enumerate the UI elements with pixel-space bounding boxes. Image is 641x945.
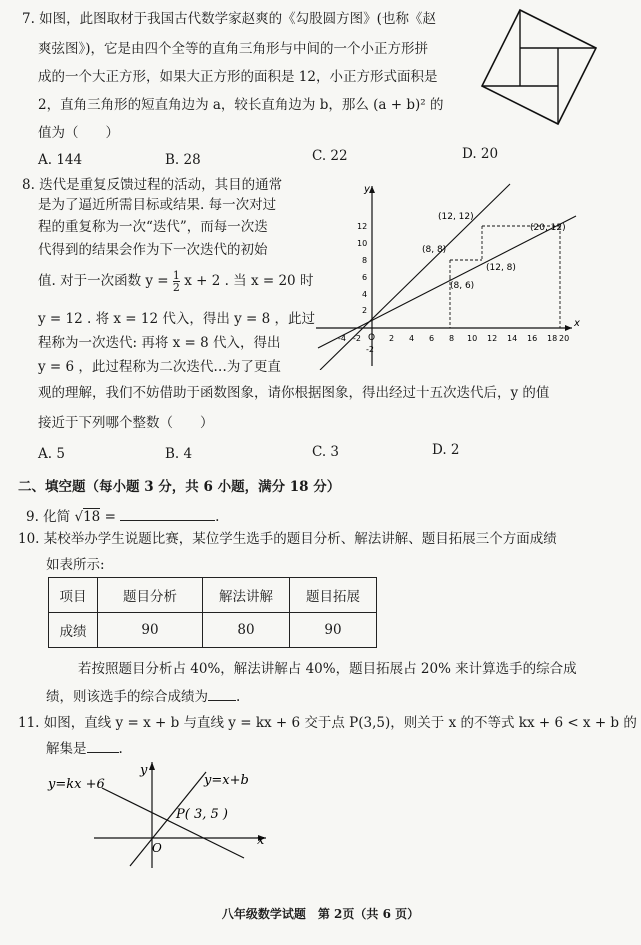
q9-line: 9. 化简 √18 = . (26, 509, 220, 525)
q11-line-2: 解集是 . (46, 741, 123, 757)
q8-xtick: 16 (527, 334, 538, 343)
q11-line-2-label: y=x+b (204, 773, 249, 788)
q8-iteration-path (450, 226, 560, 328)
q9-answer-blank[interactable] (120, 520, 215, 521)
table-row (49, 578, 377, 613)
q11-line-2-text: 解集是 (46, 741, 87, 757)
q10-line-4-text: 绩，则该选手的综合成绩为 (46, 689, 208, 705)
q8-line-6: y = 12 . 将 x = 12 代入，得出 y = 8 ，此过 (38, 311, 316, 327)
q8-line-5 (38, 270, 313, 293)
q8-point-label: (8, 6) (450, 281, 475, 291)
sqrt-icon: √ (74, 509, 84, 525)
q8-xtick: 6 (429, 334, 435, 343)
q8-line-1: 8. 迭代是重复反馈过程的活动，其目的通常 (22, 177, 283, 193)
q8-option-a: A. 5 (38, 446, 65, 462)
q11-graph (44, 758, 274, 870)
q7-option-d: D. 20 (462, 146, 499, 162)
q10-line-4: 绩，则该选手的综合成绩为 . (46, 689, 241, 705)
table-cell: 成绩 (49, 613, 98, 648)
q11-line-kx-plus-6 (102, 788, 244, 858)
q8-ytick: -2 (366, 345, 374, 354)
q8-line-4: 代得到的结果会作为下一次迭代的初始 (38, 242, 268, 258)
q8-x-arrow-icon (565, 325, 572, 331)
q8-ytick: 6 (362, 273, 368, 282)
q8-xtick: 14 (507, 334, 518, 343)
q11-x-label: x (257, 833, 265, 848)
q8-xtick: 12 (487, 334, 498, 343)
q8-ytick: 4 (362, 290, 368, 299)
table-header-cell: 解法讲解 (203, 578, 290, 613)
q11-y-arrow-icon (149, 762, 155, 770)
q8-xtick: 2 (389, 334, 395, 343)
q9-radicand: 18 (83, 509, 101, 525)
table-header-cell: 项目 (49, 578, 98, 613)
q8-iteration-graph (310, 180, 580, 370)
q10-answer-blank[interactable] (208, 700, 236, 701)
q11-answer-blank[interactable] (87, 752, 119, 753)
q7-option-a: A. 144 (38, 152, 83, 168)
q7-line-1: 7. 如图，此图取材于我国古代数学家赵爽的《勾股圆方图》(也称《赵 (22, 11, 436, 27)
q8-line-3: 程的重复称为一次“迭代”，而每一次迭 (38, 219, 268, 235)
q8-xtick: -2 (353, 334, 361, 343)
q8-line-8: y = 6 ，此过程称为二次迭代…为了更直 (38, 359, 281, 375)
q8-point-label: (8, 8) (422, 245, 447, 255)
q8-option-b: B. 4 (165, 446, 193, 462)
q8-origin-label: O (368, 333, 376, 343)
table-cell: 90 (290, 613, 377, 648)
q8-xtick: 20 (559, 334, 570, 343)
q8-fraction-den: 2 (172, 281, 180, 294)
q9-text-b: = (104, 509, 116, 525)
q8-option-c: C. 3 (312, 444, 340, 460)
q8-line-9: 观的理解，我们不妨借助于函数图象，请你根据图象，得出经过十五次迭代后，y 的值 (38, 385, 550, 401)
q8-fraction-num: 1 (172, 269, 180, 282)
section-2-title: 二、填空题（每小题 3 分，共 6 小题，满分 18 分） (18, 479, 341, 495)
q7-line-2: 爽弦图》)，它是由四个全等的直角三角形与中间的一个小正方形拼 (38, 41, 429, 57)
q9-text-a: 9. 化简 (26, 509, 71, 525)
q8-line-5-b: x + 2 . 当 x = 20 时 (184, 273, 314, 289)
q8-fraction (173, 270, 180, 293)
q8-point-label: (12, 8) (486, 263, 516, 273)
q7-line-5: 值为（ ） (38, 125, 119, 141)
q8-xtick: 18 (547, 334, 558, 343)
zhao-shuang-diagram (478, 6, 600, 128)
q7-line-4: 2，直角三角形的短直角边为 a，较长直角边为 b，那么 (a + b)² 的 (38, 97, 444, 113)
q8-xtick: 10 (467, 334, 478, 343)
q8-line-10: 接近于下列哪个整数（ ） (38, 415, 214, 431)
q8-x-label: x (574, 318, 580, 329)
table-header-cell: 题目拓展 (290, 578, 377, 613)
q10-line-1: 10. 某校举办学生说题比赛，某位学生选手的题目分析、解法讲解、题目拓展三个方面成绩 (18, 531, 557, 547)
table-header-cell: 题目分析 (98, 578, 203, 613)
q8-point-label: (12, 12) (438, 212, 474, 222)
q8-line-7: 程称为一次迭代: 再将 x = 8 代入，得出 (38, 335, 281, 351)
q7-option-b: B. 28 (165, 152, 201, 168)
q8-ytick: 8 (362, 256, 368, 265)
q10-line-3: 若按照题目分析占 40%，解法讲解占 40%，题目拓展占 20% 来计算选手的综合成 (78, 661, 577, 677)
q8-y-label: y (364, 184, 370, 195)
table-cell: 80 (203, 613, 290, 648)
q8-xtick: 8 (449, 334, 455, 343)
q11-line-1-label: y=kx +6 (48, 777, 105, 792)
q8-xtick: -4 (338, 334, 346, 343)
table-cell: 90 (98, 613, 203, 648)
q7-option-c: C. 22 (312, 148, 348, 164)
q8-ytick: 10 (357, 239, 368, 248)
q10-line-2: 如表所示: (46, 557, 105, 573)
q8-line-2: 是为了逼近所需目标或结果. 每一次对过 (38, 197, 277, 213)
table-row (49, 613, 377, 648)
q11-point-label: P( 3, 5 ) (176, 807, 228, 822)
q8-line-5-a: 值. 对于一次函数 y = (38, 273, 169, 289)
q10-score-table (48, 577, 377, 648)
q8-xtick: 4 (409, 334, 415, 343)
q8-line-y-equals-x (320, 184, 510, 370)
q11-origin-label: O (152, 841, 162, 855)
q8-ytick: 2 (362, 306, 368, 315)
q8-ytick: 12 (357, 222, 368, 231)
q11-line-1: 11. 如图，直线 y = x + b 与直线 y = kx + 6 交于点 P(3,5)，则关于 x 的不等式 kx + 6 < x + b 的 (18, 715, 637, 731)
q7-line-3: 成的一个大正方形，如果大正方形的面积是 12，小正方形式面积是 (38, 69, 438, 85)
q11-y-label: y (140, 763, 148, 778)
q8-point-label: (20, 12) (530, 223, 566, 233)
page-footer: 八年级数学试题 第 2页（共 6 页） (221, 907, 420, 921)
q8-option-d: D. 2 (432, 442, 460, 458)
